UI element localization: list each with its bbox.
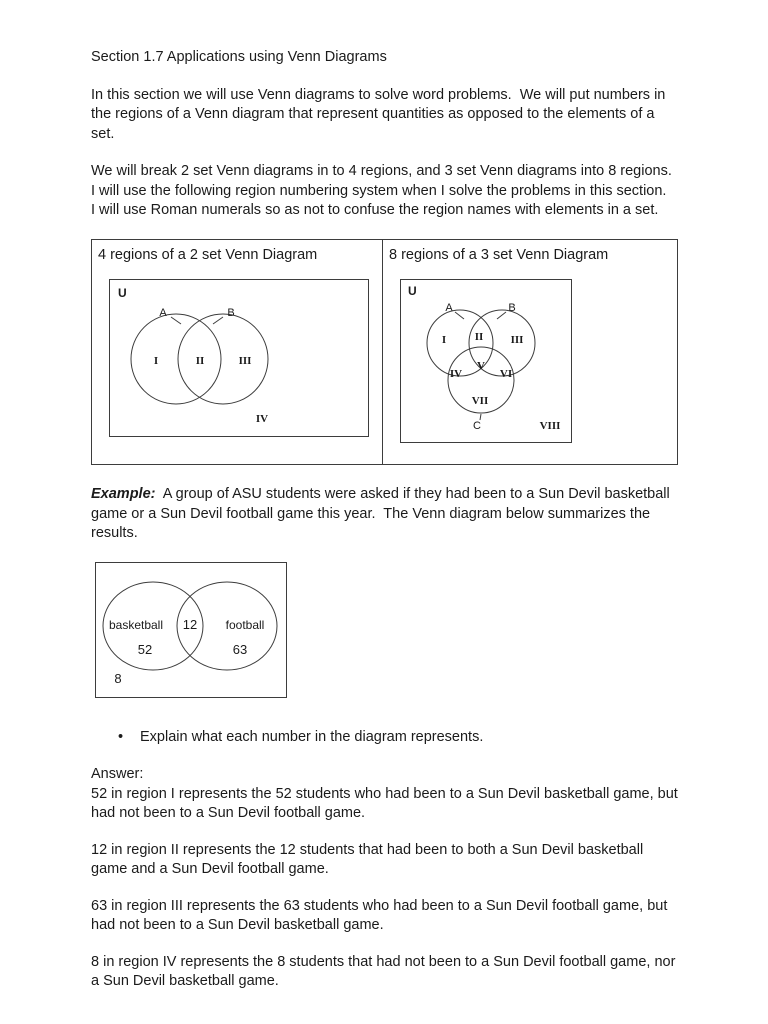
set-a-leader-line <box>171 317 181 324</box>
answer-item-1: 52 in region I represents the 52 students who had been to a Sun Devil basketball game, but had not been to a Sun Devil football game. <box>91 785 682 821</box>
intro-paragraph: In this section we will use Venn diagrams to solve word problems. We will put numbers in the regions of a Venn diagram that represent quantities as opposed to the elements of a set. <box>91 86 670 142</box>
example-paragraph <box>91 485 678 544</box>
region-diagrams-table <box>91 239 678 466</box>
outside-count: 8 <box>114 670 122 686</box>
region-iv-label: IV <box>449 368 463 380</box>
three-set-cell <box>383 240 677 465</box>
numbering-paragraph: We will break 2 set Venn diagrams in to 4 regions, and 3 set Venn diagrams into 8 regions. I will use the following region numbering system when I solve the problems in this section. I will use Roman numerals so as not to confuse the region names with elements in a set. <box>91 163 680 218</box>
three-set-venn-diagram <box>400 279 572 443</box>
two-set-caption: 4 regions of a 2 set Venn Diagram <box>98 246 318 263</box>
universe-label: U <box>118 286 127 300</box>
example-label: Example: <box>91 486 156 502</box>
set-a-label: A <box>445 302 453 314</box>
bullet-item: Explain what each number in the diagram represents. <box>140 728 484 745</box>
set-b-circle <box>178 314 268 404</box>
set-a-circle <box>131 314 221 404</box>
example-venn-diagram <box>96 563 286 697</box>
region-vii-label: VII <box>471 395 489 407</box>
set-c-label: C <box>473 420 481 432</box>
example-text: A group of ASU students were asked if they had been to a Sun Devil basketball game or a Sun Devil football game this year. The Venn diagram below summarizes the results. <box>91 486 674 541</box>
region-vi-label: VI <box>499 368 513 380</box>
set-b-leader-line <box>213 317 223 324</box>
universe-label: U <box>408 284 417 298</box>
example-venn-box <box>95 562 287 698</box>
basketball-label: basketball <box>108 617 164 632</box>
set-b-label: B <box>227 307 235 319</box>
basketball-count: 52 <box>137 641 153 657</box>
region-viii-label: VIII <box>539 420 561 432</box>
set-a-label: A <box>159 307 167 319</box>
set-b-label: B <box>508 302 516 314</box>
region-ii-label: II <box>474 331 484 343</box>
region-iii-label: III <box>510 334 524 346</box>
two-set-cell <box>92 240 383 465</box>
region-ii-label: II <box>195 355 205 367</box>
football-count: 63 <box>232 641 248 657</box>
bullet-list <box>91 728 678 748</box>
intersection-count: 12 <box>182 616 198 632</box>
region-iii-label: III <box>238 355 252 367</box>
three-set-caption: 8 regions of a 3 set Venn Diagram <box>389 246 609 263</box>
answer-item-2: 12 in region II represents the 12 students that had been to both a Sun Devil basketball game and a Sun Devil football game. <box>91 841 648 877</box>
region-i-label: I <box>153 355 159 367</box>
set-a-leader-line <box>455 312 464 319</box>
universe-box <box>401 280 572 443</box>
region-iv-label: IV <box>255 413 269 425</box>
section-title: Section 1.7 Applications using Venn Diagrams <box>91 49 387 65</box>
answer-item-3: 63 in region III represents the 63 students who had been to a Sun Devil football game, but had not been to a Sun Devil basketball game. <box>91 897 672 933</box>
region-i-label: I <box>441 334 447 346</box>
answer-item-4: 8 in region IV represents the 8 students that had not been to a Sun Devil football game, nor a Sun Devil basketball game. <box>91 953 680 989</box>
football-label: football <box>225 617 265 632</box>
two-set-venn-diagram <box>109 279 369 437</box>
set-b-leader-line <box>497 312 506 319</box>
answer-label: Answer: <box>91 766 144 782</box>
bullet-marker: • <box>118 728 124 745</box>
region-v-label: V <box>477 360 485 372</box>
